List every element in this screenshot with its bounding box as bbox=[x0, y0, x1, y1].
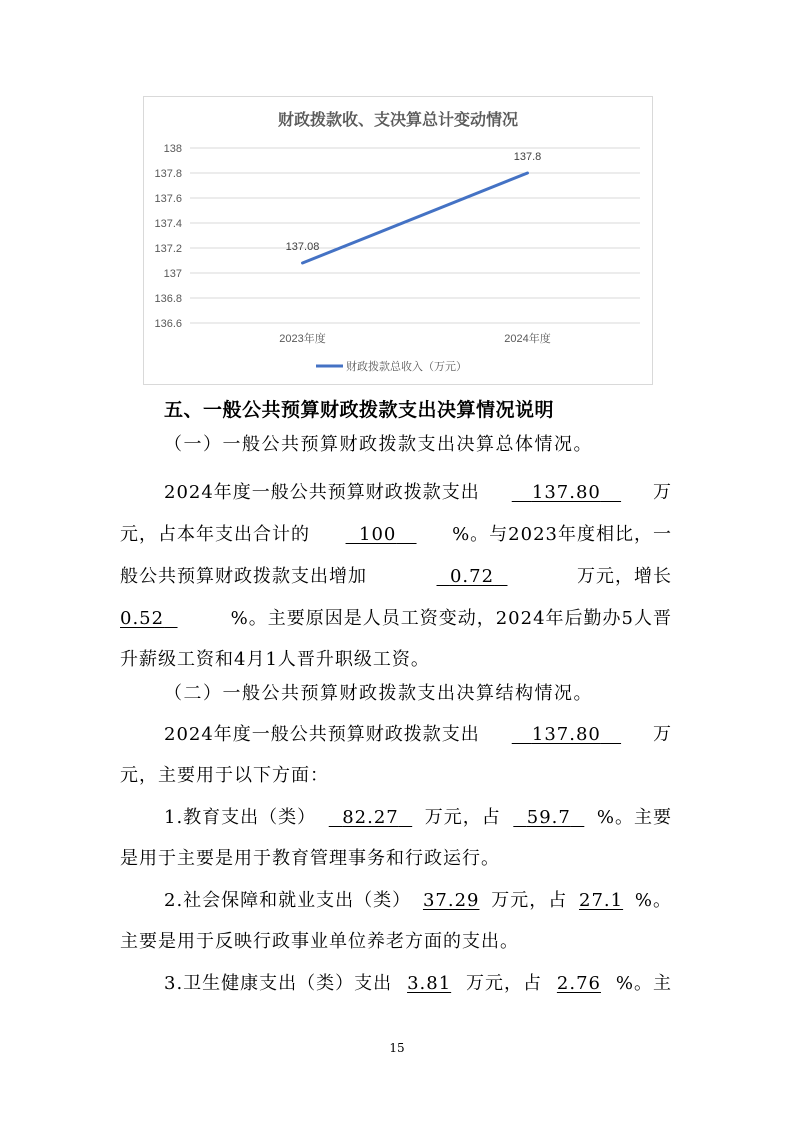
value-text: 0.52 bbox=[120, 608, 165, 629]
series-line bbox=[303, 173, 528, 263]
section-heading-5 bbox=[164, 398, 624, 422]
value-text: 3.81 bbox=[407, 973, 452, 994]
underlined-value bbox=[579, 889, 623, 913]
underlined-value bbox=[346, 523, 417, 547]
underlined-value bbox=[407, 972, 451, 996]
y-tick-label: 138 bbox=[163, 143, 182, 155]
text-span: 3.卫生健康支出（类）支出 bbox=[164, 973, 393, 994]
text-span: 1.教育支出（类） bbox=[164, 807, 317, 828]
text-span: %。主 bbox=[615, 973, 672, 994]
text-span: 2.社会保障和就业支出（类） bbox=[164, 890, 412, 911]
value-text: 100 bbox=[359, 524, 397, 545]
value-text: 0.72 bbox=[449, 566, 495, 587]
value-text: 27.1 bbox=[579, 890, 624, 911]
text-span: 万元，占 bbox=[466, 973, 543, 994]
paragraph-line bbox=[120, 607, 672, 631]
value-text: 82.27 bbox=[342, 807, 399, 828]
text-span: 是用于主要是用于教育管理事务和行政运行。 bbox=[120, 848, 500, 869]
paragraph-line bbox=[120, 847, 672, 871]
value-text: 137.80 bbox=[531, 724, 601, 745]
text-span: 元，占本年支出合计的 bbox=[120, 524, 310, 545]
value-text: 137.80 bbox=[531, 482, 601, 503]
data-label: 137.08 bbox=[285, 241, 320, 253]
chart-svg bbox=[144, 97, 652, 384]
chart-title: 财政拨款收、支决算总计变动情况 bbox=[277, 110, 519, 129]
list-item-1 bbox=[164, 806, 672, 830]
underlined-value bbox=[437, 565, 508, 589]
section-heading-text: 五、一般公共预算财政拨款支出决算情况说明 bbox=[164, 399, 555, 421]
paragraph-line bbox=[120, 764, 672, 788]
page-number: 15 bbox=[389, 1041, 405, 1055]
text-span: 般公共预算财政拨款支出增加 bbox=[120, 566, 367, 587]
text-span: 万 bbox=[652, 724, 672, 745]
paragraph-line bbox=[120, 930, 672, 954]
x-tick-label: 2023年度 bbox=[279, 333, 326, 345]
text-span: %。主要 bbox=[596, 807, 672, 828]
list-item-3 bbox=[164, 972, 672, 996]
underlined-value bbox=[557, 972, 601, 996]
subsection-title-1 bbox=[164, 433, 664, 457]
paragraph-line bbox=[120, 648, 672, 672]
underlined-value bbox=[513, 806, 584, 830]
text-span: 万元，占 bbox=[491, 890, 568, 911]
text-span: 2024年度一般公共预算财政拨款支出 bbox=[164, 482, 480, 503]
underlined-value bbox=[512, 723, 621, 747]
text-span: 元，主要用于以下方面： bbox=[120, 765, 329, 786]
subsection-title-text: （一）一般公共预算财政拨款支出决算总体情况。 bbox=[164, 434, 593, 455]
chart-legend bbox=[316, 359, 467, 373]
underlined-value bbox=[120, 607, 178, 631]
y-tick-label: 137.6 bbox=[154, 193, 182, 205]
y-tick-label: 137.8 bbox=[154, 168, 182, 180]
text-span: 万元，增长 bbox=[576, 566, 672, 587]
data-label: 137.8 bbox=[513, 151, 542, 163]
text-span: %。主要原因是人员工资变动，2024年后勤办5人晋 bbox=[230, 608, 672, 629]
text-span: 万元，占 bbox=[424, 807, 501, 828]
paragraph-line bbox=[164, 481, 672, 505]
list-item-2 bbox=[164, 889, 672, 913]
text-span: 主要是用于反映行政事业单位养老方面的支出。 bbox=[120, 931, 519, 952]
value-text: 59.7 bbox=[526, 807, 571, 828]
legend-label: 财政拨款总收入（万元） bbox=[346, 360, 467, 373]
text-span: %。与2023年度相比，一 bbox=[452, 524, 672, 545]
y-tick-label: 136.8 bbox=[154, 293, 182, 305]
underlined-value bbox=[329, 806, 412, 830]
y-tick-label: 137.4 bbox=[154, 218, 182, 230]
text-span: %。 bbox=[634, 890, 672, 911]
y-tick-label: 137.2 bbox=[154, 243, 182, 255]
subsection-title-text: （二）一般公共预算财政拨款支出决算结构情况。 bbox=[164, 683, 593, 704]
text-span: 万 bbox=[652, 482, 672, 503]
paragraph-line bbox=[120, 523, 672, 547]
y-tick-label: 137 bbox=[163, 268, 182, 280]
x-tick-label: 2024年度 bbox=[504, 333, 551, 345]
text-span: 升薪级工资和4月1人晋升职级工资。 bbox=[120, 649, 430, 670]
value-text: 2.76 bbox=[556, 973, 601, 994]
paragraph-line bbox=[164, 723, 672, 747]
subsection-title-2 bbox=[164, 682, 664, 706]
paragraph-line bbox=[120, 565, 672, 589]
text-span: 2024年度一般公共预算财政拨款支出 bbox=[164, 724, 480, 745]
underlined-value bbox=[423, 889, 480, 913]
underlined-value bbox=[512, 481, 621, 505]
value-text: 37.29 bbox=[422, 890, 480, 911]
y-tick-label: 136.6 bbox=[154, 318, 182, 330]
line-chart bbox=[143, 96, 653, 385]
